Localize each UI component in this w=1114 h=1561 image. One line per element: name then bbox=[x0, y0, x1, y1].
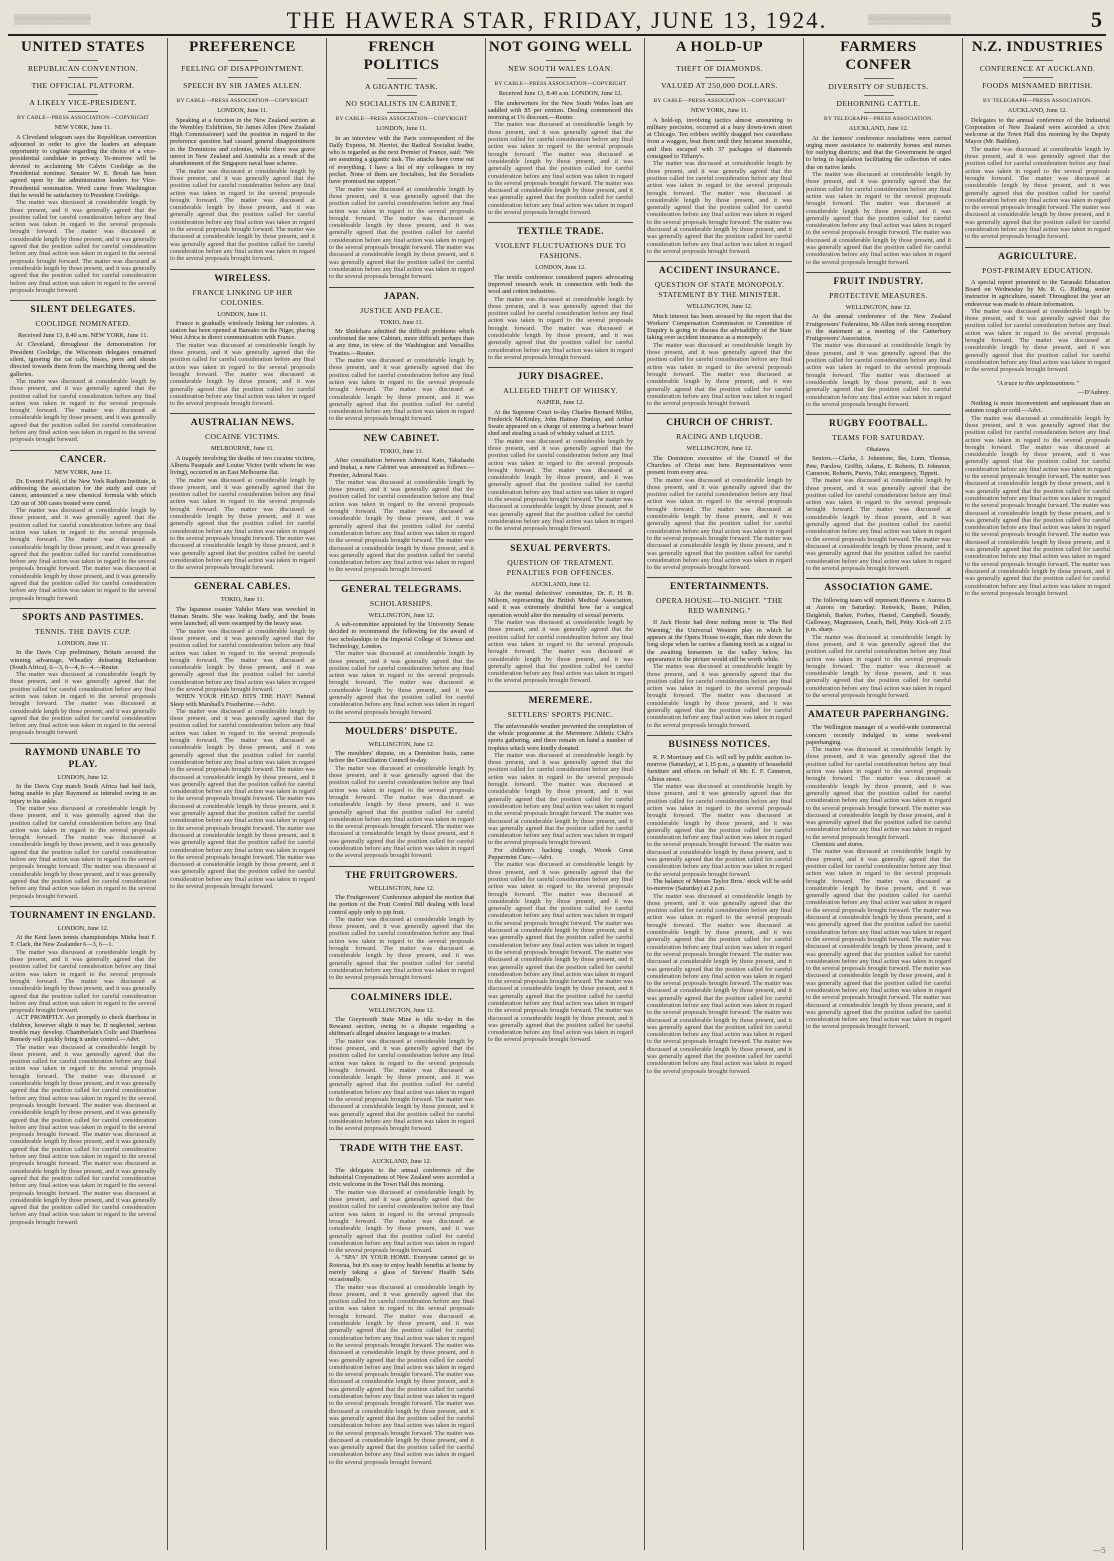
body-text-filler: The matter was discussed at considerable length by those present, and it was generally agreed that the position called for careful consideration before any final action was taken in regard to the several proposals brought forward. The matter was discussed at considerable length by those present, and it was generally agreed that the position called for careful consideration before any final action was taken in regard to the several proposals brought forward. The matter was discussed at considerable length by those present, and it was generally agreed that the position called for careful consideration before any final action was taken in regard to the several proposals brought forward. The matter was discussed at considerable length by those present, and it was generally agreed that the position called for careful consideration before any final action was taken in regard to the several proposals brought forward. The matter was discussed at considerable length by those present, and it was generally agreed that the position called for careful consideration before any final action was taken in regard to the several proposals brought forward. The matter was discussed at considerable length by those present, and it was generally agreed that the position called for careful consideration before any final action was taken in regard to the several proposals brought forward. bbox=[806, 848, 951, 1031]
body-text-filler: The matter was discussed at considerable length by those present, and it was generally agreed that the position called for careful consideration before any final action was taken in regard to the several proposals brought forward. The matter was discussed at considerable length by those present, and it was generally agreed that the position called for careful consideration before any final action was taken in regard to the several proposals brought forward. The matter was discussed at considerable length by those present, and it was generally agreed that the position called for careful consideration before any final action was taken in regard to the several proposals brought forward. bbox=[647, 783, 792, 878]
divider bbox=[387, 78, 417, 79]
article-headline: FRENCH POLITICS bbox=[363, 39, 440, 73]
section-dateline: AUCKLAND, June 12. bbox=[530, 580, 591, 588]
byline: BY CABLE—PRESS ASSOCIATION—COPYRIGHT bbox=[653, 98, 786, 104]
article-lead: A Cleveland telegram says the Republican convention adjourned in order to give the leaders an adequate opportunity to cogitate regarding the choice of a vice-presidential candidate in privacy. To-morrow will be devoted to acclaiming Mr Calvin Coolidge as the Presidential nominee. Senator W. E. Borah has been agreed upon by the administration leaders for Vice-Presidential nomination. Word came from Washington that he would be satisfactory to President Coolidge. bbox=[10, 133, 156, 199]
body-text-filler: The matter was discussed at considerable length by those present, and it was generally agreed that the position called for careful consideration before any final action was taken in regard to the several proposals brought forward. The matter was discussed at considerable length by those present, and it was generally agreed that the position called for careful consideration before any final action was taken in regard to the several proposals brought forward. The matter was discussed at considerable length by those present, and it was generally agreed that the position called for careful consideration before any final action was taken in regard to the several proposals brought forward. bbox=[329, 764, 474, 860]
divider bbox=[1023, 94, 1053, 95]
section-subhead: COOLIDGE NOMINATED. bbox=[35, 319, 131, 329]
section-lead: The Greymouth State Mine is idle to-day in the Rewanui section, owing to a dispute regarding a shiftman's alleged abusive language to a trucker. bbox=[329, 1015, 474, 1038]
article-subhead: VALUED AT 250,000 DOLLARS. bbox=[661, 81, 778, 90]
section-lead: At the mental defectives' committee, Dr. E. H. B. Milsom, representing the British Medical Association, said it was extremely doubtful how far a surgical operation would alter the mentality of sexual perverts. bbox=[488, 589, 633, 619]
section-heading: CHURCH OF CHRIST. bbox=[647, 413, 792, 429]
section-lead: The delegates to the annual conference of the Industrial Corporations of New Zealand were accorded a civic welcome in the Town Hall this morning. bbox=[329, 1166, 474, 1189]
section-dateline: WELLINGTON, June 12. bbox=[686, 303, 753, 311]
column-7 bbox=[962, 38, 1112, 1550]
section-dateline: MELBOURNE, June 11. bbox=[210, 445, 275, 453]
article-lead: Speaking at a function in the New Zealand section at the Wembley Exhibition, Sir James Allen (New Zealand High Commissioner) said the position in regard to the preference question had caused general disappointment in the Dominions and colonies, while there was grave unrest in New Zealand and Australia as a result of the abandonment of the Singapore naval base scheme. bbox=[170, 116, 315, 168]
section-dateline: LONDON, June 12. bbox=[57, 773, 109, 781]
section-dateline: AUCKLAND, June 12. bbox=[371, 1157, 432, 1165]
body-text-filler: The matter was discussed at considerable length by those present, and it was generally agreed that the position called for careful consideration before any final action was taken in regard to the several proposals brought forward. The matter was discussed at considerable length by those present, and it was generally agreed that the position called for careful consideration before any final action was taken in regard to the several proposals brought forward. The matter was discussed at considerable length by those present, and it was generally agreed that the position called for careful consideration before any final action was taken in regard to the several proposals brought forward. bbox=[170, 167, 315, 263]
advertisement: For children's hacking cough, Woods Great Peppermint Cure.—Advt. bbox=[488, 846, 633, 862]
masthead-title: THE HAWERA STAR, FRIDAY, JUNE 13, 1924. bbox=[286, 8, 828, 33]
column-6 bbox=[803, 38, 953, 1550]
section-lead: At Cleveland, throughout the demonstration for President Coolidge, the Wisconsin delegates remained silent, ignoring the cat calls, hisses, jeers and shouts directed towards them from the marching throng and the galleries. bbox=[10, 341, 156, 378]
section-dateline: LONDON, June 11. bbox=[217, 310, 268, 318]
byline: BY TELEGRAPH—PRESS ASSOCIATION. bbox=[983, 98, 1092, 104]
dateline: AUCKLAND, June 12. bbox=[848, 125, 909, 133]
page-corner-mark: —5 bbox=[1092, 1546, 1106, 1555]
section-heading: SILENT DELEGATES. bbox=[10, 300, 156, 316]
divider bbox=[387, 112, 417, 113]
body-text-filler: The matter was discussed at considerable length by those present, and it was generally agreed that the position called for careful consideration before any final action was taken in regard to the several proposals brought forward. The matter was discussed at considerable length by those present, and it was generally agreed that the position called for careful consideration before any final action was taken in regard to the several proposals brought forward. The matter was discussed at considerable length by those present, and it was generally agreed that the position called for careful consideration before any final action was taken in regard to the several proposals brought forward. bbox=[10, 199, 156, 294]
divider bbox=[546, 77, 576, 78]
article-headline: A HOLD-UP bbox=[675, 39, 764, 55]
article-subhead: FOODS MISNAMED BRITISH. bbox=[982, 81, 1093, 90]
section-dateline: Okaiawa. bbox=[866, 446, 891, 454]
article-subhead: DEHORNING CATTLE. bbox=[836, 99, 921, 108]
body-text-filler: The matter was discussed at considerable length by those present, and it was generally agreed that the position called for careful consideration before any final action was taken in regard to the several proposals brought forward. The matter was discussed at considerable length by those present, and it was generally agreed that the position called for careful consideration before any final action was taken in regard to the several proposals brought forward. The matter was discussed at considerable length by those present, and it was generally agreed that the position called for careful consideration before any final action was taken in regard to the several proposals brought forward. bbox=[329, 478, 474, 574]
section-lead: A special report presented to the Taranaki Education Board on Wednesday by Mr. R. G. Ridling, senior instructor in agriculture, stated: Throughout the year an endeavour was made to obtain information. bbox=[965, 278, 1110, 308]
body-text-filler: The matter was discussed at considerable length by those present, and it was generally agreed that the position called for careful consideration before any final action was taken in regard to the several proposals brought forward. The matter was discussed at considerable length by those present, and it was generally agreed that the position called for careful consideration before any final action was taken in regard to the several proposals brought forward. bbox=[647, 341, 792, 408]
article-subhead: A LIKELY VICE-PRESIDENT. bbox=[29, 98, 137, 107]
body-text-filler: The matter was discussed at considerable length by those present, and it was generally agreed that the position called for careful consideration before any final action was taken in regard to the several proposals brought forward. The matter was discussed at considerable length by those present, and it was generally agreed that the position called for careful consideration before any final action was taken in regard to the several proposals brought forward. The matter was discussed at considerable length by those present, and it was generally agreed that the position called for careful consideration before any final action was taken in regard to the several proposals brought forward. bbox=[965, 145, 1110, 241]
body-text-filler: The matter was discussed at considerable length by those present, and it was generally agreed that the position called for careful consideration before any final action was taken in regard to the several proposals brought forward. The matter was discussed at considerable length by those present, and it was generally agreed that the position called for careful consideration before any final action was taken in regard to the several proposals brought forward. bbox=[806, 633, 951, 699]
body-text-filler: The matter was discussed at considerable length by those present, and it was generally agreed that the position called for careful consideration before any final action was taken in regard to the several proposals brought forward. The matter was discussed at considerable length by those present, and it was generally agreed that the position called for careful consideration before any final action was taken in regard to the several proposals brought forward. The matter was discussed at considerable length by those present, and it was generally agreed that the position called for careful consideration before any final action was taken in regard to the several proposals brought forward. bbox=[10, 507, 156, 602]
section-heading: JURY DISAGREE. bbox=[488, 367, 633, 383]
body-text-filler: The matter was discussed at considerable length by those present, and it was generally agreed that the position called for careful consideration before any final action was taken in regard to the several proposals brought forward. The matter was discussed at considerable length by those present, and it was generally agreed that the position called for careful consideration before any final action was taken in regard to the several proposals brought forward. The matter was discussed at considerable length by those present, and it was generally agreed that the position called for careful consideration before any final action was taken in regard to the several proposals brought forward. bbox=[806, 746, 951, 841]
page-number: 5 bbox=[1091, 7, 1102, 32]
body-text-filler: The matter was discussed at considerable length by those present, and it was generally agreed that the position called for careful consideration before any final action was taken in regard to the several proposals brought forward. The matter was discussed at considerable length by those present, and it was generally agreed that the position called for careful consideration before any final action was taken in regard to the several proposals brought forward. bbox=[170, 627, 315, 693]
section-heading: SPORTS AND PASTIMES. bbox=[10, 608, 156, 624]
article-lead: The underwriters for the New South Wales loan are saddled with 85 per centum. Dealing commenced this morning at 1¼ discount.—Reuter. bbox=[488, 99, 633, 122]
masthead bbox=[8, 8, 1106, 36]
article-subhead: REPUBLICAN CONVENTION. bbox=[27, 64, 139, 73]
section-dateline: LONDON, June 12. bbox=[535, 264, 586, 272]
dateline: LONDON, June 11. bbox=[217, 107, 268, 115]
divider bbox=[228, 77, 258, 78]
section-subhead: FRANCE LINKING UP HER COLONIES. bbox=[192, 287, 293, 307]
divider bbox=[705, 94, 735, 95]
byline: BY CABLE—PRESS ASSOCIATION—COPYRIGHT bbox=[335, 116, 468, 122]
divider bbox=[864, 112, 894, 113]
divider bbox=[864, 95, 894, 96]
section-heading: RAYMOND UNABLE TO PLAY. bbox=[10, 743, 156, 771]
section-heading: AGRICULTURE. bbox=[965, 247, 1110, 263]
section-heading: TEXTILE TRADE. bbox=[488, 222, 633, 238]
body-text-filler: The matter was discussed at considerable length by those present, and it was generally agreed that the position called for careful consideration before any final action was taken in regard to the several proposals brought forward. The matter was discussed at considerable length by those present, and it was generally agreed that the position called for careful consideration before any final action was taken in regard to the several proposals brought forward. The matter was discussed at considerable length by those present, and it was generally agreed that the position called for careful consideration before any final action was taken in regard to the several proposals brought forward. bbox=[647, 476, 792, 572]
body-text-filler: The matter was discussed at considerable length by those present, and it was generally agreed that the position called for careful consideration before any final action was taken in regard to the several proposals brought forward. The matter was discussed at considerable length by those present, and it was generally agreed that the position called for careful consideration before any final action was taken in regard to the several proposals brought forward. The matter was discussed at considerable length by those present, and it was generally agreed that the position called for careful consideration before any final action was taken in regard to the several proposals brought forward. bbox=[806, 171, 951, 266]
dateline: LONDON, June 11. bbox=[376, 125, 427, 133]
section-heading: MEREMERE. bbox=[488, 691, 633, 707]
section-dateline: WELLINGTON, June 12. bbox=[368, 1006, 435, 1014]
quote-attribution: —D'Aubrey. bbox=[1077, 388, 1110, 396]
section-dateline: TOKIO, June 11. bbox=[379, 318, 424, 326]
column-4 bbox=[485, 38, 635, 1550]
article-headline: NOT GOING WELL bbox=[488, 39, 633, 55]
divider bbox=[546, 60, 576, 61]
dateline: AUCKLAND, June 12. bbox=[1007, 107, 1068, 115]
section-subhead: QUESTION OF STATE MONOPOLY. STATEMENT BY THE MINISTER. bbox=[654, 280, 785, 300]
divider bbox=[68, 94, 98, 95]
body-text-filler: The matter was discussed at considerable length by those present, and it was generally agreed that the position called for careful consideration before any final action was taken in regard to the several proposals brought forward. The matter was discussed at considerable length by those present, and it was generally agreed that the position called for careful consideration before any final action was taken in regard to the several proposals brought forward. The matter was discussed at considerable length by those present, and it was generally agreed that the position called for careful consideration before any final action was taken in regard to the several proposals brought forward. bbox=[488, 751, 633, 847]
section-lead: In the Davis Cup preliminary, Britain secured the winning advantage, Wheatley defeating Richardson (South Africa), 6—3, 6—4, 6—4.—Reuter. bbox=[10, 649, 156, 671]
section-subhead: PROTECTIVE MEASURES. bbox=[829, 290, 928, 300]
byline: BY CABLE—PRESS ASSOCIATION—COPYRIGHT bbox=[176, 98, 309, 104]
section-dateline: WELLINGTON, June 12. bbox=[368, 611, 435, 619]
advertisement: Chemists and stores. bbox=[812, 841, 864, 849]
body-text-filler: The matter was discussed at considerable length by those present, and it was generally agreed that the position called for careful consideration before any final action was taken in regard to the several proposals brought forward. The matter was discussed at considerable length by those present, and it was generally agreed that the position called for careful consideration before any final action was taken in regard to the several proposals brought forward. bbox=[10, 377, 156, 444]
section-dateline: WELLINGTON, June 12. bbox=[368, 740, 435, 748]
article-subhead: FEELING OF DISAPPOINTMENT. bbox=[181, 64, 304, 73]
divider bbox=[68, 111, 98, 112]
section-heading: RUGBY FOOTBALL. bbox=[806, 414, 951, 430]
section-lead: A sub-committee appointed by the University Senate decided to recommend the following for the award of two scholarships to the Imperial College of Science and Technology, London. bbox=[329, 621, 474, 650]
dateline: NEW YORK, June 11. bbox=[690, 107, 749, 115]
body-text-filler: The matter was discussed at considerable length by those present, and it was generally agreed that the position called for careful consideration before any final action was taken in regard to the several proposals brought forward. The matter was discussed at considerable length by those present, and it was generally agreed that the position called for careful consideration before any final action was taken in regard to the several proposals brought forward. bbox=[329, 1188, 474, 1255]
section-heading: CANCER. bbox=[10, 450, 156, 466]
section-lead: R. P. Morrissey and Co. will sell by public auction to-morrow (Saturday), at 1.15 p.m., a quantity of household furniture and effects on behalf of Mr. E. F. Cameron, Albion street. bbox=[647, 753, 792, 783]
section-dateline: TOKIO, June 11. bbox=[220, 596, 265, 604]
body-text-filler: The matter was discussed at considerable length by those present, and it was generally agreed that the position called for careful consideration before any final action was taken in regard to the several proposals brought forward. The matter was discussed at considerable length by those present, and it was generally agreed that the position called for careful consideration before any final action was taken in regard to the several proposals brought forward. bbox=[329, 915, 474, 982]
section-heading: ASSOCIATION GAME. bbox=[806, 578, 951, 594]
body-text-filler: The matter was discussed at considerable length by those present, and it was generally agreed that the position called for careful consideration before any final action was taken in regard to the several proposals brought forward. The matter was discussed at considerable length by those present, and it was generally agreed that the position called for careful consideration before any final action was taken in regard to the several proposals brought forward. The matter was discussed at considerable length by those present, and it was generally agreed that the position called for careful consideration before any final action was taken in regard to the several proposals brought forward. The matter was discussed at considerable length by those present, and it was generally agreed that the position called for careful consideration before any final action was taken in regard to the several proposals brought forward. The matter was discussed at considerable length by those present, and it was generally agreed that the position called for careful consideration before any final action was taken in regard to the several proposals brought forward. The matter was discussed at considerable length by those present, and it was generally agreed that the position called for careful consideration before any final action was taken in regard to the several proposals brought forward. bbox=[10, 1043, 156, 1226]
section-lead: The moulders' dispute, on a Dominion basis, came before the Conciliation Council to-day. bbox=[329, 750, 474, 765]
dateline: Received June 13, 8.40 a.m. LONDON, June 12. bbox=[498, 90, 623, 98]
section-heading: AUSTRALIAN NEWS. bbox=[170, 413, 315, 429]
section-lead: In the Davis Cup match South Africa had bad luck, being unable to play Raymond as intended owing to an injury to his ankle. bbox=[10, 783, 156, 805]
section-lead: Seniors.—Clarke, J. Johnstone, Ike, Lunn, Thomas, Pete, Parslow, Griffin, Adams, E. Roberts, D. Johnston, Cameron, Roberts, Purvis, Tuki; emergency, Tippett. bbox=[806, 455, 951, 477]
section-subhead: ALLEGED THEFT OF WHISKY. bbox=[503, 386, 618, 396]
advertisement: WHEN YOUR HEAD HITS THE HAY! Natural Sleep with Marshall's Foszherine.—Advt. bbox=[170, 693, 315, 708]
section-lead: The following team will represent Hawera v. Aurora B at Aurora on Saturday: Renwick, Beare, Pullen, Daigleish, Barker, Forbes, Hasted, Campbell, Soundy, Galloway, Magnusson, Leach, Bell, Petty. Kick-off 2.15 p.m. sharp. bbox=[806, 597, 951, 634]
section-subhead: SETTLERS' SPORTS PICNIC. bbox=[507, 709, 614, 719]
section-lead: At the annual conference of the New Zealand Fruitgrowers' Federation, Mr Allen took strong exception to the statement at a meeting of the Canterbury Fruitgrowers' Association. bbox=[806, 313, 951, 343]
body-text-filler: The matter was discussed at considerable length by those present, and it was generally agreed that the position called for careful consideration before any final action was taken in regard to the several proposals brought forward. The matter was discussed at considerable length by those present, and it was generally agreed that the position called for careful consideration before any final action was taken in regard to the several proposals brought forward. bbox=[488, 619, 633, 685]
section-lead: Dr. Everett Field, of the New York Radium Institute, is addressing the association for the study and cure of cancer, announced a new chemical formula with which 120 out of 300 cases treated were cured. bbox=[10, 477, 156, 507]
article-headline: FARMERS CONFER bbox=[840, 39, 917, 73]
section-subhead: JUSTICE AND PEACE. bbox=[360, 305, 443, 315]
section-heading: AMATEUR PAPERHANGING. bbox=[806, 705, 951, 721]
divider bbox=[68, 60, 98, 61]
article-headline: N.Z. INDUSTRIES bbox=[971, 39, 1104, 55]
body-text-filler: The matter was discussed at considerable length by those present, and it was generally agreed that the position called for careful consideration before any final action was taken in regard to the several proposals brought forward. The matter was discussed at considerable length by those present, and it was generally agreed that the position called for careful consideration before any final action was taken in regard to the several proposals brought forward. bbox=[329, 650, 474, 716]
column-5 bbox=[644, 38, 794, 1550]
section-lead: Mr Shidehara admitted the difficult problems which confronted the new Cabinet, more difficult perhaps than at any time, in view of the Washington and Versailles Treaties.—Reuter. bbox=[329, 327, 474, 357]
masthead-smudge-right: ▒▒▒▒▒▒▒▒▒▒▒▒▒ bbox=[868, 14, 951, 24]
section-heading: COALMINERS IDLE. bbox=[329, 988, 474, 1004]
article-lead: In an interview with the Paris correspondent of the Daily Express, M. Herriot, the Radical Socialist leader, who is regarded as the next Premier of France, said: "We are assuming a gigantic task. The attacks have come out of everything. I have a list of my colleagues in my pocket. None of them are Socialists, but the Socialists have promised me support." bbox=[329, 134, 474, 186]
divider bbox=[68, 77, 98, 78]
article-subhead: SPEECH BY SIR JAMES ALLEN. bbox=[183, 81, 302, 90]
body-text-filler: The matter was discussed at considerable length by those present, and it was generally agreed that the position called for careful consideration before any final action was taken in regard to the several proposals brought forward. The matter was discussed at considerable length by those present, and it was generally agreed that the position called for careful consideration before any final action was taken in regard to the several proposals brought forward. The matter was discussed at considerable length by those present, and it was generally agreed that the position called for careful consideration before any final action was taken in regard to the several proposals brought forward. bbox=[488, 121, 633, 217]
section-lead: The textile conference considered papers advocating improved research work in connection with both the wool and cotton industries. bbox=[488, 273, 633, 296]
section-heading: MOULDERS' DISPUTE. bbox=[329, 722, 474, 738]
section-lead: Much interest has been aroused by the report that the Workers' Compensation Commission or Committee of Enquiry is going to discuss the advisability of the State taking over accident insurance as a monopoly. bbox=[647, 312, 792, 342]
masthead-smudge-left: ▒▒▒▒▒▒▒▒▒▒▒▒ bbox=[14, 14, 91, 24]
section-lead: France is gradually wirelessly linking her colonies. A station has been opened at Bamako on the Niger, placing West Africa in direct communication with France. bbox=[170, 319, 315, 342]
body-text-filler: The matter was discussed at considerable length by those present, and it was generally agreed that the position called for careful consideration before any final action was taken in regard to the several proposals brought forward. The matter was discussed at considerable length by those present, and it was generally agreed that the position called for careful consideration before any final action was taken in regard to the several proposals brought forward. The matter was discussed at considerable length by those present, and it was generally agreed that the position called for careful consideration before any final action was taken in regard to the several proposals brought forward. bbox=[10, 804, 156, 900]
advertisement: The balance of Messrs Taylor Bros.' stock will be sold to-morrow (Saturday) at 2 p.m. bbox=[647, 877, 792, 893]
advertisement: A "SPA" IN YOUR HOME. Everyone cannot go to Rotorua, but it's easy to enjoy health benefits at home by merely taking a glass of Stevens' Health Salts occasionally. bbox=[329, 1254, 474, 1284]
section-lead: The Fruitgrowers' Conference adopted the motion that the portion of the Fruit Control Bill dealing with local control apply only to pip fruit. bbox=[329, 893, 474, 916]
divider bbox=[228, 60, 258, 61]
pull-quote: "A truce to this unpleasantness." bbox=[996, 379, 1079, 387]
body-text-filler: The matter was discussed at considerable length by those present, and it was generally agreed that the position called for careful consideration before any final action was taken in regard to the several proposals brought forward. The matter was discussed at considerable length by those present, and it was generally agreed that the position called for careful consideration before any final action was taken in regard to the several proposals brought forward. bbox=[10, 948, 156, 1015]
article-lead: At the farmers' conference resolutions were carried urging more assistance to maternity homes and nurses for outlying districts; and that the Government be urged to bring in legislation facilitating the collection of rates due on native lands. bbox=[806, 134, 951, 171]
section-lead: After consultation between Admiral Kato, Takahashi and Inukai, a new Cabinet was announced as follows:—Premier, Admiral Kato. bbox=[329, 456, 474, 479]
section-lead: The Dominion executive of the Council of the Churches of Christ met here. Representatives were present from every area. bbox=[647, 454, 792, 477]
section-heading: GENERAL TELEGRAMS. bbox=[329, 580, 474, 596]
dateline: NEW YORK, June 11. bbox=[54, 124, 112, 132]
section-subhead: SCHOLARSHIPS. bbox=[369, 598, 434, 608]
section-dateline: TOKIO, June 11. bbox=[379, 447, 424, 455]
body-text-filler: The matter was discussed at considerable length by those present, and it was generally agreed that the position called for careful consideration before any final action was taken in regard to the several proposals brought forward. The matter was discussed at considerable length by those present, and it was generally agreed that the position called for careful consideration before any final action was taken in regard to the several proposals brought forward. The matter was discussed at considerable length by those present, and it was generally agreed that the position called for careful consideration before any final action was taken in regard to the several proposals brought forward. bbox=[806, 477, 951, 572]
section-subhead: OPERA HOUSE—TO-NIGHT. "THE RED WARNING." bbox=[656, 596, 783, 616]
section-heading: NEW CABINET. bbox=[329, 429, 474, 445]
byline: BY CABLE—PRESS ASSOCIATION—COPYRIGHT bbox=[494, 81, 627, 87]
body-text-filler: The matter was discussed at considerable length by those present, and it was generally agreed that the position called for careful consideration before any final action was taken in regard to the several proposals brought forward. The matter was discussed at considerable length by those present, and it was generally agreed that the position called for careful consideration before any final action was taken in regard to the several proposals brought forward. bbox=[647, 663, 792, 729]
section-subhead: VIOLENT FLUCTUATIONS DUE TO FASHIONS. bbox=[494, 241, 627, 261]
body-text-filler: The matter was discussed at considerable length by those present, and it was generally agreed that the position called for careful consideration before any final action was taken in regard to the several proposals brought forward. The matter was discussed at considerable length by those present, and it was generally agreed that the position called for careful consideration before any final action was taken in regard to the several proposals brought forward. The matter was discussed at considerable length by those present, and it was generally agreed that the position called for careful consideration before any final action was taken in regard to the several proposals brought forward. bbox=[329, 1037, 474, 1133]
section-subhead: POST-PRIMARY EDUCATION. bbox=[982, 265, 1093, 275]
body-text-filler: The matter was discussed at considerable length by those present, and it was generally agreed that the position called for careful consideration before any final action was taken in regard to the several proposals brought forward. The matter was discussed at considerable length by those present, and it was generally agreed that the position called for careful consideration before any final action was taken in regard to the several proposals brought forward. The matter was discussed at considerable length by those present, and it was generally agreed that the position called for careful consideration before any final action was taken in regard to the several proposals brought forward. The matter was discussed at considerable length by those present, and it was generally agreed that the position called for careful consideration before any final action was taken in regard to the several proposals brought forward. The matter was discussed at considerable length by those present, and it was generally agreed that the position called for careful consideration before any final action was taken in regard to the several proposals brought forward. The matter was discussed at considerable length by those present, and it was generally agreed that the position called for careful consideration before any final action was taken in regard to the several proposals brought forward. bbox=[488, 861, 633, 1044]
section-subhead: RACING AND LIQUOR. bbox=[676, 432, 763, 442]
body-text-filler: The matter was discussed at considerable length by those present, and it was generally agreed that the position called for careful consideration before any final action was taken in regard to the several proposals brought forward. The matter was discussed at considerable length by those present, and it was generally agreed that the position called for careful consideration before any final action was taken in regard to the several proposals brought forward. bbox=[806, 342, 951, 408]
section-subhead: TEAMS FOR SATURDAY. bbox=[832, 433, 925, 443]
section-subhead: TENNIS. THE DAVIS CUP. bbox=[34, 626, 132, 636]
advertisement: Nothing is more inconvenient and unpleasant than an autumn cough or cold.—Advt. bbox=[965, 400, 1110, 415]
section-dateline: WELLINGTON, June 12. bbox=[845, 303, 912, 311]
article-subhead: NEW SOUTH WALES LOAN. bbox=[508, 64, 613, 73]
section-lead: At the Supreme Court to-day Charles Bernard Miller, Frederick McKinley, John Hattray Dunlop, and Arthur Swain appeared on a charge of entering a harbour board shed and stealing a cask of whisky valued at £115. bbox=[488, 408, 633, 438]
section-lead: The Japanese coaster Yahiko Maru was wrecked in Hainan Straits. She was leaking badly, and the boats were launched; all were swamped by the heavy seas. bbox=[170, 605, 315, 628]
article-headline: UNITED STATES bbox=[21, 39, 145, 55]
body-text-filler: The matter was discussed at considerable length by those present, and it was generally agreed that the position called for careful consideration before any final action was taken in regard to the several proposals brought forward. The matter was discussed at considerable length by those present, and it was generally agreed that the position called for careful consideration before any final action was taken in regard to the several proposals brought forward. bbox=[170, 341, 315, 408]
section-lead: The unfavourable weather prevented the completion of the whole programme at the Meremere Athletic Club's sports gathering, and there remain on hand a number of trophies which were kindly donated. bbox=[488, 722, 633, 752]
body-text-filler: The matter was discussed at considerable length by those present, and it was generally agreed that the position called for careful consideration before any final action was taken in regard to the several proposals brought forward. The matter was discussed at considerable length by those present, and it was generally agreed that the position called for careful consideration before any final action was taken in regard to the several proposals brought forward. bbox=[965, 307, 1110, 374]
section-heading: ENTERTAINMENTS. bbox=[647, 577, 792, 593]
body-text-filler: The matter was discussed at considerable length by those present, and it was generally agreed that the position called for careful consideration before any final action was taken in regard to the several proposals brought forward. The matter was discussed at considerable length by those present, and it was generally agreed that the position called for careful consideration before any final action was taken in regard to the several proposals brought forward. bbox=[10, 671, 156, 737]
divider bbox=[705, 77, 735, 78]
section-heading: WIRELESS. bbox=[170, 269, 315, 285]
section-dateline: Received June 13, 8.40 a.m. NEW YORK, June 11. bbox=[18, 332, 148, 340]
article-subhead: THEFT OF DIAMONDS. bbox=[675, 64, 763, 73]
divider bbox=[864, 78, 894, 79]
article-subhead: NO SOCIALISTS IN CABINET. bbox=[345, 99, 458, 108]
column-2 bbox=[167, 38, 317, 1550]
section-heading: TOURNAMENT IN ENGLAND. bbox=[10, 906, 156, 922]
body-text-filler: The matter was discussed at considerable length by those present, and it was generally agreed that the position called for careful consideration before any final action was taken in regard to the several proposals brought forward. The matter was discussed at considerable length by those present, and it was generally agreed that the position called for careful consideration before any final action was taken in regard to the several proposals brought forward. The matter was discussed at considerable length by those present, and it was generally agreed that the position called for careful consideration before any final action was taken in regard to the several proposals brought forward. The matter was discussed at considerable length by those present, and it was generally agreed that the position called for careful consideration before any final action was taken in regard to the several proposals brought forward. The matter was discussed at considerable length by those present, and it was generally agreed that the position called for careful consideration before any final action was taken in regard to the several proposals brought forward. The matter was discussed at considerable length by those present, and it was generally agreed that the position called for careful consideration before any final action was taken in regard to the several proposals brought forward. bbox=[647, 892, 792, 1075]
article-lead: A hold-up, involving tactics almost amounting to military precision, occurred at a busy down-town street at Chicago. Ten robbers swiftly dragged two custodians from a waggon, beat them until they became insensible, and then escaped with 37 packages of diamonds consigned to Tiffany's. bbox=[647, 116, 792, 161]
section-heading: GENERAL CABLES. bbox=[170, 577, 315, 593]
section-dateline: WELLINGTON, June 12. bbox=[368, 884, 435, 892]
column-3 bbox=[326, 38, 476, 1550]
body-text-filler: The matter was discussed at considerable length by those present, and it was generally agreed that the position called for careful consideration before any final action was taken in regard to the several proposals brought forward. The matter was discussed at considerable length by those present, and it was generally agreed that the position called for careful consideration before any final action was taken in regard to the several proposals brought forward. The matter was discussed at considerable length by those present, and it was generally agreed that the position called for careful consideration before any final action was taken in regard to the several proposals brought forward. bbox=[488, 437, 633, 533]
body-text-filler: The matter was discussed at considerable length by those present, and it was generally agreed that the position called for careful consideration before any final action was taken in regard to the several proposals brought forward. The matter was discussed at considerable length by those present, and it was generally agreed that the position called for careful consideration before any final action was taken in regard to the several proposals brought forward. The matter was discussed at considerable length by those present, and it was generally agreed that the position called for careful consideration before any final action was taken in regard to the several proposals brought forward. The matter was discussed at considerable length by those present, and it was generally agreed that the position called for careful consideration before any final action was taken in regard to the several proposals brought forward. The matter was discussed at considerable length by those present, and it was generally agreed that the position called for careful consideration before any final action was taken in regard to the several proposals brought forward. The matter was discussed at considerable length by those present, and it was generally agreed that the position called for careful consideration before any final action was taken in regard to the several proposals brought forward. bbox=[965, 414, 1110, 597]
divider bbox=[228, 94, 258, 95]
section-lead: If Jack Hoxie had done nothing more in 'The Red Warning,' the Universal Western play in which he appears at the Opera House to-night, than ride down the long slope when he carries a flaming torch as a signal to the awaiting horsemen in the valley below, his appearance in the picture would still be worth while. bbox=[647, 619, 792, 663]
section-dateline: WELLINGTON, June 12. bbox=[686, 445, 753, 453]
section-heading: THE FRUITGROWERS. bbox=[329, 866, 474, 882]
body-text-filler: The matter was discussed at considerable length by those present, and it was generally agreed that the position called for careful consideration before any final action was taken in regard to the several proposals brought forward. The matter was discussed at considerable length by those present, and it was generally agreed that the position called for careful consideration before any final action was taken in regard to the several proposals brought forward. The matter was discussed at considerable length by those present, and it was generally agreed that the position called for careful consideration before any final action was taken in regard to the several proposals brought forward. bbox=[647, 160, 792, 255]
article-headline: PREFERENCE bbox=[189, 39, 296, 55]
divider bbox=[1023, 60, 1053, 61]
advertisement: ACT PROMPTLY. Act promptly to check diarrhoea in children, however slight it may be. If neglected, serious trouble may develop. Chamberlain's Colic and Diarrhoea Remedy will quickly bring it under control.—Advt. bbox=[10, 1014, 156, 1044]
section-dateline: LONDON, June 12. bbox=[57, 924, 109, 932]
section-subhead: QUESTION OF TREATMENT. PENALTIES FOR OFFENCES. bbox=[506, 557, 615, 577]
body-text-filler: The matter was discussed at considerable length by those present, and it was generally agreed that the position called for careful consideration before any final action was taken in regard to the several proposals brought forward. The matter was discussed at considerable length by those present, and it was generally agreed that the position called for careful consideration before any final action was taken in regard to the several proposals brought forward. bbox=[488, 295, 633, 361]
article-subhead: A GIGANTIC TASK. bbox=[365, 82, 438, 91]
divider bbox=[705, 60, 735, 61]
byline: BY TELEGRAPH—PRESS ASSOCIATION. bbox=[824, 116, 933, 122]
divider bbox=[387, 95, 417, 96]
section-heading: TRADE WITH THE EAST. bbox=[329, 1139, 474, 1155]
section-subhead: COCAINE VICTIMS. bbox=[204, 432, 281, 442]
body-text-filler: The matter was discussed at considerable length by those present, and it was generally agreed that the position called for careful consideration before any final action was taken in regard to the several proposals brought forward. The matter was discussed at considerable length by those present, and it was generally agreed that the position called for careful consideration before any final action was taken in regard to the several proposals brought forward. The matter was discussed at considerable length by those present, and it was generally agreed that the position called for careful consideration before any final action was taken in regard to the several proposals brought forward. The matter was discussed at considerable length by those present, and it was generally agreed that the position called for careful consideration before any final action was taken in regard to the several proposals brought forward. The matter was discussed at considerable length by those present, and it was generally agreed that the position called for careful consideration before any final action was taken in regard to the several proposals brought forward. The matter was discussed at considerable length by those present, and it was generally agreed that the position called for careful consideration before any final action was taken in regard to the several proposals brought forward. bbox=[329, 1283, 474, 1466]
article-subhead: THE OFFICIAL PLATFORM. bbox=[31, 81, 135, 90]
section-dateline: LONDON, June 11. bbox=[57, 639, 109, 647]
body-text-filler: The matter was discussed at considerable length by those present, and it was generally agreed that the position called for careful consideration before any final action was taken in regard to the several proposals brought forward. The matter was discussed at considerable length by those present, and it was generally agreed that the position called for careful consideration before any final action was taken in regard to the several proposals brought forward. The matter was discussed at considerable length by those present, and it was generally agreed that the position called for careful consideration before any final action was taken in regard to the several proposals brought forward. bbox=[170, 476, 315, 572]
article-lead: Delegates to the annual conference of the Industrial Corporation of New Zealand were accorded a civic welcome at the Town Hall this morning by the Deputy Mayor (Mr. Baildon). bbox=[965, 116, 1110, 146]
divider bbox=[1023, 77, 1053, 78]
section-dateline: NAPIER, June 12. bbox=[537, 399, 584, 407]
section-heading: JAPAN. bbox=[329, 287, 474, 303]
section-heading: FRUIT INDUSTRY. bbox=[806, 272, 951, 288]
body-text-filler: The matter was discussed at considerable length by those present, and it was generally agreed that the position called for careful consideration before any final action was taken in regard to the several proposals brought forward. The matter was discussed at considerable length by those present, and it was generally agreed that the position called for careful consideration before any final action was taken in regard to the several proposals brought forward. The matter was discussed at considerable length by those present, and it was generally agreed that the position called for careful consideration before any final action was taken in regard to the several proposals brought forward. bbox=[329, 185, 474, 281]
body-text-filler: The matter was discussed at considerable length by those present, and it was generally agreed that the position called for careful consideration before any final action was taken in regard to the several proposals brought forward. The matter was discussed at considerable length by those present, and it was generally agreed that the position called for careful consideration before any final action was taken in regard to the several proposals brought forward. The matter was discussed at considerable length by those present, and it was generally agreed that the position called for careful consideration before any final action was taken in regard to the several proposals brought forward. The matter was discussed at considerable length by those present, and it was generally agreed that the position called for careful consideration before any final action was taken in regard to the several proposals brought forward. The matter was discussed at considerable length by those present, and it was generally agreed that the position called for careful consideration before any final action was taken in regard to the several proposals brought forward. The matter was discussed at considerable length by those present, and it was generally agreed that the position called for careful consideration before any final action was taken in regard to the several proposals brought forward. bbox=[170, 707, 315, 891]
section-lead: The Wellington manager of a world-wide commercial concern recently indulged in some week-end paperhanging. bbox=[806, 724, 951, 746]
section-lead: A tragedy involving the deaths of two cocaine victims, Alberta Pasquale and Louise Victor (with whom he was living), occurred in an East Melbourne flat. bbox=[170, 454, 315, 477]
body-text-filler: The matter was discussed at considerable length by those present, and it was generally agreed that the position called for careful consideration before any final action was taken in regard to the several proposals brought forward. The matter was discussed at considerable length by those present, and it was generally agreed that the position called for careful consideration before any final action was taken in regard to the several proposals brought forward. bbox=[329, 357, 474, 423]
article-subhead: CONFERENCE AT AUCKLAND. bbox=[979, 64, 1096, 73]
column-1 bbox=[8, 38, 158, 1550]
section-heading: SEXUAL PERVERTS. bbox=[488, 539, 633, 555]
section-heading: ACCIDENT INSURANCE. bbox=[647, 261, 792, 277]
section-dateline: NEW YORK, June 11. bbox=[54, 468, 112, 476]
section-heading: BUSINESS NOTICES. bbox=[647, 735, 792, 751]
article-subhead: DIVERSITY OF SUBJECTS. bbox=[828, 82, 929, 91]
byline: BY CABLE—PRESS ASSOCIATION—COPYRIGHT bbox=[17, 115, 149, 121]
section-lead: At the Kent lawn tennis championships Misha beat F. T. Clark, the New Zealander 6—3, 6—1. bbox=[10, 934, 156, 949]
